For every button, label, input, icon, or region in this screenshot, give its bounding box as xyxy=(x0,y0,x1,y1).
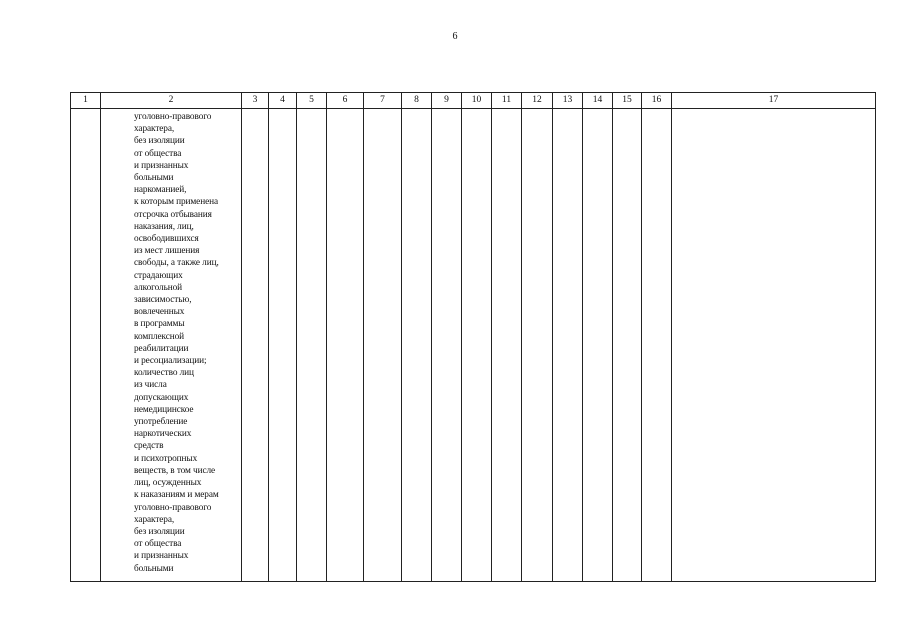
table-cell-col3 xyxy=(242,109,269,582)
table-cell-col17 xyxy=(672,109,876,582)
column-header: 5 xyxy=(297,93,327,109)
table-cell-col15 xyxy=(613,109,642,582)
column-header: 16 xyxy=(642,93,672,109)
column-header: 11 xyxy=(492,93,522,109)
indicator-description: уголовно-правового характера, без изоляции от общества и признанных больными наркоманией, к которым применена отсрочка отбывания наказания, лиц, освободившихся из мест лишения свободы, а также лиц, страдающих алкогольной зависимостью, вовлеченных в программы комплексной реабилитации и ресоциализации; количество лиц из числа допускающих немедицинское употребление наркотических средств и психотропных веществ, в том числе лиц, осужденных к наказаниям и мерам уголовно-правового характера, без изоляции от общества и признанных больными xyxy=(134,112,219,574)
column-header: 17 xyxy=(672,93,876,109)
table-row xyxy=(71,109,876,582)
column-header: 8 xyxy=(402,93,432,109)
table-cell-col4 xyxy=(269,109,297,582)
table-cell-col6 xyxy=(327,109,364,582)
column-header: 9 xyxy=(432,93,462,109)
column-header: 7 xyxy=(364,93,402,109)
column-header: 4 xyxy=(269,93,297,109)
table-cell-col8 xyxy=(402,109,432,582)
column-header: 14 xyxy=(583,93,613,109)
column-header: 10 xyxy=(462,93,492,109)
table-header-row xyxy=(71,93,876,109)
table-cell-col13 xyxy=(553,109,583,582)
table-cell-col10 xyxy=(462,109,492,582)
table-cell-col9 xyxy=(432,109,462,582)
report-table xyxy=(70,92,876,582)
table-cell-col12 xyxy=(522,109,553,582)
table-cell-col1 xyxy=(71,109,101,582)
column-header: 6 xyxy=(327,93,364,109)
table-cell-col16 xyxy=(642,109,672,582)
table-cell-col11 xyxy=(492,109,522,582)
table-cell-col14 xyxy=(583,109,613,582)
table-cell-col5 xyxy=(297,109,327,582)
column-header: 1 xyxy=(71,93,101,109)
column-header: 2 xyxy=(101,93,242,109)
column-header: 12 xyxy=(522,93,553,109)
page-number: 6 xyxy=(452,31,458,42)
column-header: 15 xyxy=(613,93,642,109)
column-header: 3 xyxy=(242,93,269,109)
table-cell-col2 xyxy=(101,109,242,582)
table-cell-col7 xyxy=(364,109,402,582)
column-header: 13 xyxy=(553,93,583,109)
